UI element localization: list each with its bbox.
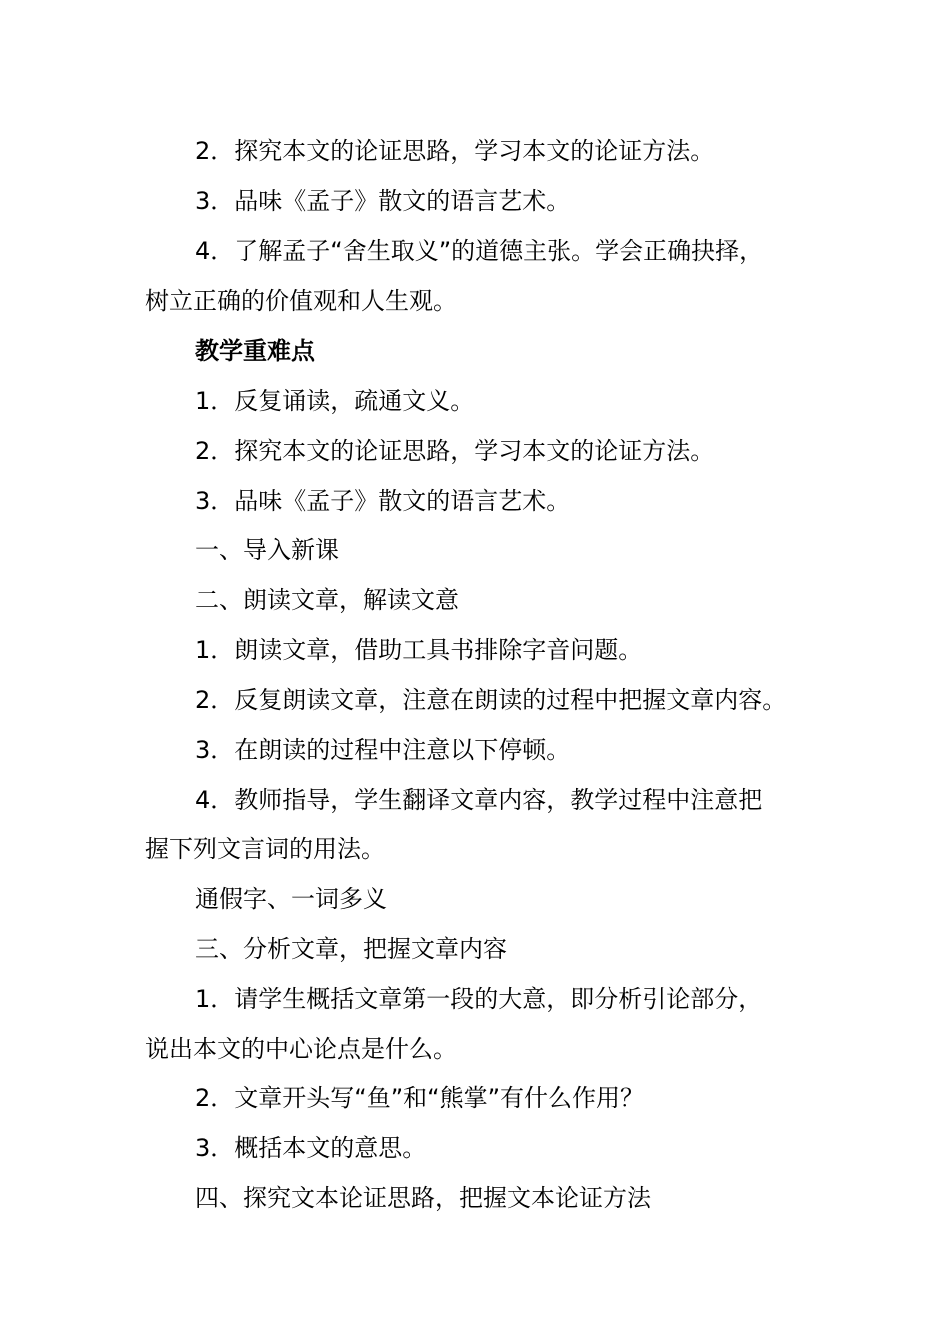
- step-heading-4: 四、探究文本论证思路，把握文本论证方法: [195, 1184, 651, 1212]
- analysis-item-2: 2．文章开头写“鱼”和“熊掌”有什么作用？: [195, 1084, 645, 1112]
- reading-item-2: 2．反复朗读文章，注意在朗读的过程中把握文章内容。: [195, 686, 787, 714]
- reading-item-4-continued: 握下列文言词的用法。: [145, 835, 385, 863]
- reading-item-3: 3．在朗读的过程中注意以下停顿。: [195, 736, 571, 764]
- key-point-3: 3．品味《孟子》散文的语言艺术。: [195, 487, 571, 515]
- key-point-1: 1．反复诵读，疏通文义。: [195, 387, 475, 415]
- step-heading-1: 一、导入新课: [195, 536, 339, 564]
- reading-item-1: 1．朗读文章，借助工具书排除字音问题。: [195, 636, 643, 664]
- step-heading-2: 二、朗读文章，解读文意: [195, 586, 459, 614]
- analysis-item-1: 1．请学生概括文章第一段的大意，即分析引论部分，: [195, 985, 763, 1013]
- key-point-2: 2．探究本文的论证思路，学习本文的论证方法。: [195, 437, 715, 465]
- vocabulary-note: 通假字、一词多义: [195, 885, 387, 913]
- objective-line-2: 2．探究本文的论证思路，学习本文的论证方法。: [195, 137, 715, 165]
- section-heading-key-difficulties: 教学重难点: [195, 337, 315, 365]
- step-heading-3: 三、分析文章，把握文章内容: [195, 935, 507, 963]
- reading-item-4: 4．教师指导，学生翻译文章内容，教学过程中注意把: [195, 786, 763, 814]
- objective-line-4: 4．了解孟子“舍生取义”的道德主张。学会正确抉择，: [195, 237, 764, 265]
- objective-line-4-continued: 树立正确的价值观和人生观。: [145, 287, 457, 315]
- objective-line-3: 3．品味《孟子》散文的语言艺术。: [195, 187, 571, 215]
- analysis-item-1-continued: 说出本文的中心论点是什么。: [145, 1035, 457, 1063]
- analysis-item-3: 3．概括本文的意思。: [195, 1134, 427, 1162]
